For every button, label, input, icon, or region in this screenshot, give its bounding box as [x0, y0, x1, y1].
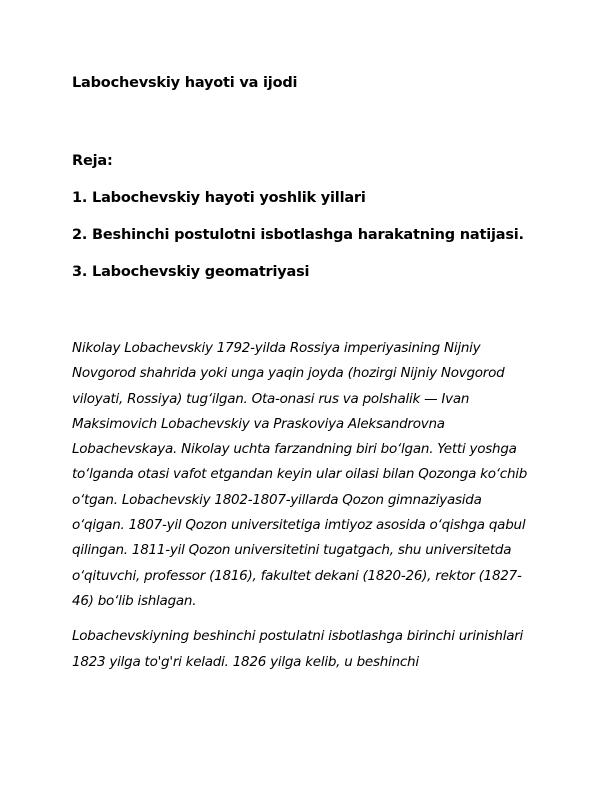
postulate-paragraph: Lobachevskiyning beshinchi postulatni isbotlashga birinchi urinishlari 1823 yilga to'g'ri keladi. 1826 yilga kelib, u beshinchi [72, 628, 524, 670]
biography-paragraph: Nikolay Lobachevskiy 1792-yilda Rossiya imperiyasining Nijniy Novgorod shahrida yoki unga yaqin joyda (hozirgi Nijniy Novgorod viloyati, Rossiya) tug‘ilgan. Ota-onasi rus va polshalik — Ivan Maksimovich Lobachevskiy va Praskoviya Aleksandrovna Lobachevskaya. Nikolay uchta farzandning biri bo‘lgan. Yetti yoshga to‘lganda otasi vafot etgandan keyin ular oilasi bilan Qozonga ko‘chib o‘tgan. Lobachevskiy 1802-1807-yillarda Qozon gimnaziyasida o‘qigan. 1807-yil Qozon universitetiga imtiyoz asosida o‘qishga qabul qilingan. 1811-yil Qozon universitetini tugatgach, shu universitetda o‘qituvchi, professor (1816), fakultet dekani (1820-26), rektor (1827-46) bo‘lib ishlagan. [72, 340, 528, 609]
plan-section [72, 150, 552, 283]
body-text [72, 336, 534, 685]
plan-item: 1. Labochevskiy hayoti yoshlik yillari [72, 190, 366, 206]
plan-list [72, 187, 552, 283]
plan-item: 3. Labochevskiy geomatriyasi [72, 264, 310, 280]
plan-heading: Reja: [72, 153, 113, 169]
plan-item: 2. Beshinchi postulotni isbotlashga harakatning natijasi. [72, 227, 524, 243]
document-title: Labochevskiy hayoti va ijodi [72, 75, 298, 91]
